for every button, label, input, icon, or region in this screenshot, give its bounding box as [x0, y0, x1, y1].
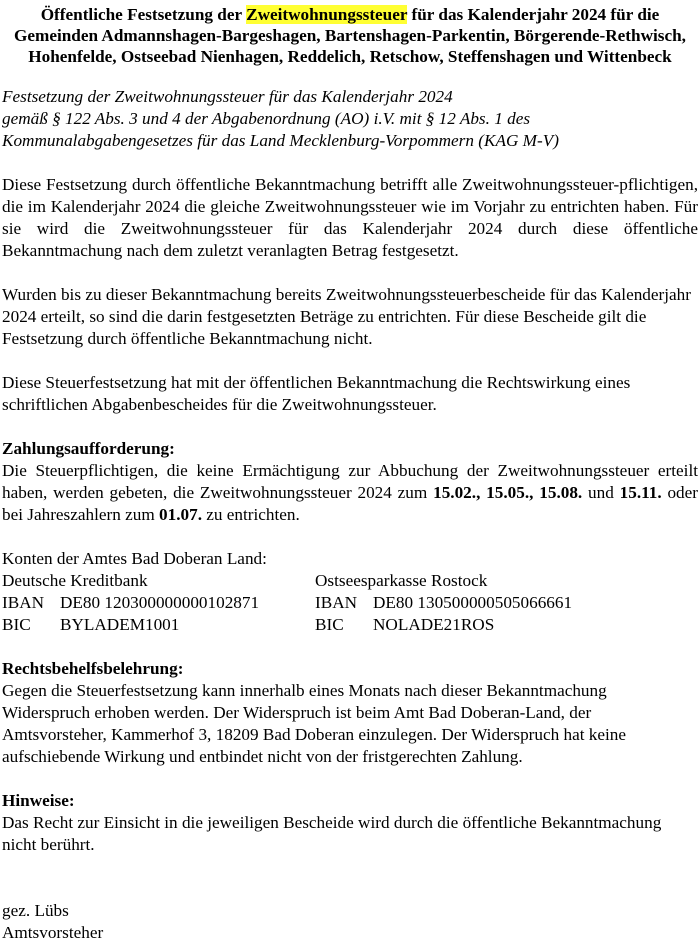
legal-text: Gegen die Steuerfestsetzung kann innerhalb eines Monats nach dieser Bekanntmachung Widerspruch erhoben werden. Der Widerspruch ist beim Amt Bad Doberan-Land, der Amtsvorsteher, Kammerhof 3, 18209 Bad Doberan einzulegen. Der Widerspruch hat keine aufschiebende Wirkung und entbindet nicht von der fristgerechten Zahlung. [2, 681, 627, 766]
signature-spacer [2, 856, 698, 900]
bank1-iban: DE80 120300000000102871 [60, 593, 260, 612]
paragraph-scope: Diese Festsetzung durch öffentliche Bekanntmachung betrifft alle Zweitwohnungssteuer-pflichtigen, die im Kalenderjahr 2024 die gleiche Zweitwohnungssteuer wie im Vorjahr zu entrichten haben. Für sie wird die Zweitwohnungssteuer für das Kalenderjahr 2024 durch diese öffentliche Bekanntmachung nach dem zuletzt veranlagten Betrag festgesetzt. [2, 175, 698, 260]
notes-section [2, 790, 698, 856]
accounts-heading: Konten der Amtes Bad Doberan Land: [2, 549, 267, 568]
accounts-bank-names [2, 570, 698, 592]
payment-text-1: Die Steuerpflichtigen, die keine Ermächtigung zur Abbuchung der Zweitwohnungssteuer erteilt haben, werden gebeten, die Zweitwohnungssteuer 2024 zum [2, 461, 698, 502]
intro-legal-basis [2, 86, 698, 152]
title-highlight: Zweitwohnungssteuer [246, 5, 408, 24]
bank-accounts [2, 548, 698, 636]
bank2-name: Ostseesparkasse Rostock [315, 571, 488, 590]
payment-sep-1: , [476, 483, 487, 502]
paragraph-existing-notices: Wurden bis zu dieser Bekanntmachung bereits Zweitwohnungssteuerbescheide für das Kalenderjahr 2024 erteilt, so sind die darin festgesetzten Beträge zu entrichten. Für diese Bescheide gilt die Festsetzung durch öffentliche Bekanntmachung nicht. [2, 285, 691, 348]
legal-heading: Rechtsbehelfsbelehrung: [2, 659, 184, 678]
payment-date-3: 15.08. [539, 483, 583, 502]
signature-block [2, 900, 698, 944]
paragraph-legal-effect: Diese Steuerfestsetzung hat mit der öffentlichen Bekanntmachung die Rechtswirkung eines schriftlichen Abgabenbescheides für die Zweitwohnungssteuer. [2, 373, 631, 414]
bank2-bic-label: BIC [315, 615, 344, 634]
title-part1: Öffentliche Festsetzung der [40, 5, 247, 24]
notes-heading: Hinweise: [2, 791, 75, 810]
payment-date-5: 01.07. [159, 505, 202, 524]
payment-text-2: oder bei Jahreszahlern zum [2, 483, 699, 524]
accounts-iban-row [2, 592, 698, 614]
payment-heading: Zahlungsaufforderung: [2, 439, 175, 458]
bank1-name: Deutsche Kreditbank [2, 571, 148, 590]
bank2-iban-label: IBAN [315, 593, 358, 612]
signature-role: Amtsvorsteher [2, 923, 104, 942]
legal-remedy-section [2, 658, 698, 768]
payment-section [2, 438, 698, 526]
payment-date-4: 15.11. [619, 483, 662, 502]
signature-name: gez. Lübs [2, 901, 69, 920]
document-title [2, 4, 698, 67]
bank2-bic: NOLADE21ROS [373, 615, 495, 634]
bank1-bic: BYLADEM1001 [60, 615, 180, 634]
intro-line-1: Festsetzung der Zweitwohnungssteuer für das Kalenderjahr 2024 [2, 87, 453, 106]
intro-line-3: Kommunalabgabengesetzes für das Land Mecklenburg-Vorpommern (KAG M-V) [2, 131, 559, 150]
payment-date-1: 15.02. [433, 483, 477, 502]
accounts-bic-row [2, 614, 698, 636]
payment-text-3: zu entrichten. [201, 505, 300, 524]
payment-text [2, 460, 698, 526]
title-part2: für das Kalenderjahr 2024 für die Gemeinden Admannshagen-Bargeshagen, Bartenshagen-Parkentin, Börgerende-Rethwisch, Hohenfelde, Ostseebad Nienhagen, Reddelich, Retschow, Steffenshagen und Wittenbeck [14, 5, 686, 66]
payment-sep-2: , [529, 483, 540, 502]
payment-sep-3: und [582, 483, 620, 502]
payment-date-2: 15.05. [486, 483, 530, 502]
intro-line-2: gemäß § 122 Abs. 3 und 4 der Abgabenordnung (AO) i.V. mit § 12 Abs. 1 des [2, 109, 531, 128]
bank1-bic-label: BIC [2, 615, 31, 634]
bank2-iban: DE80 130500000505066661 [373, 593, 573, 612]
bank1-iban-label: IBAN [2, 593, 45, 612]
notes-text: Das Recht zur Einsicht in die jeweiligen Bescheide wird durch die öffentliche Bekanntmachung nicht berührt. [2, 813, 662, 854]
